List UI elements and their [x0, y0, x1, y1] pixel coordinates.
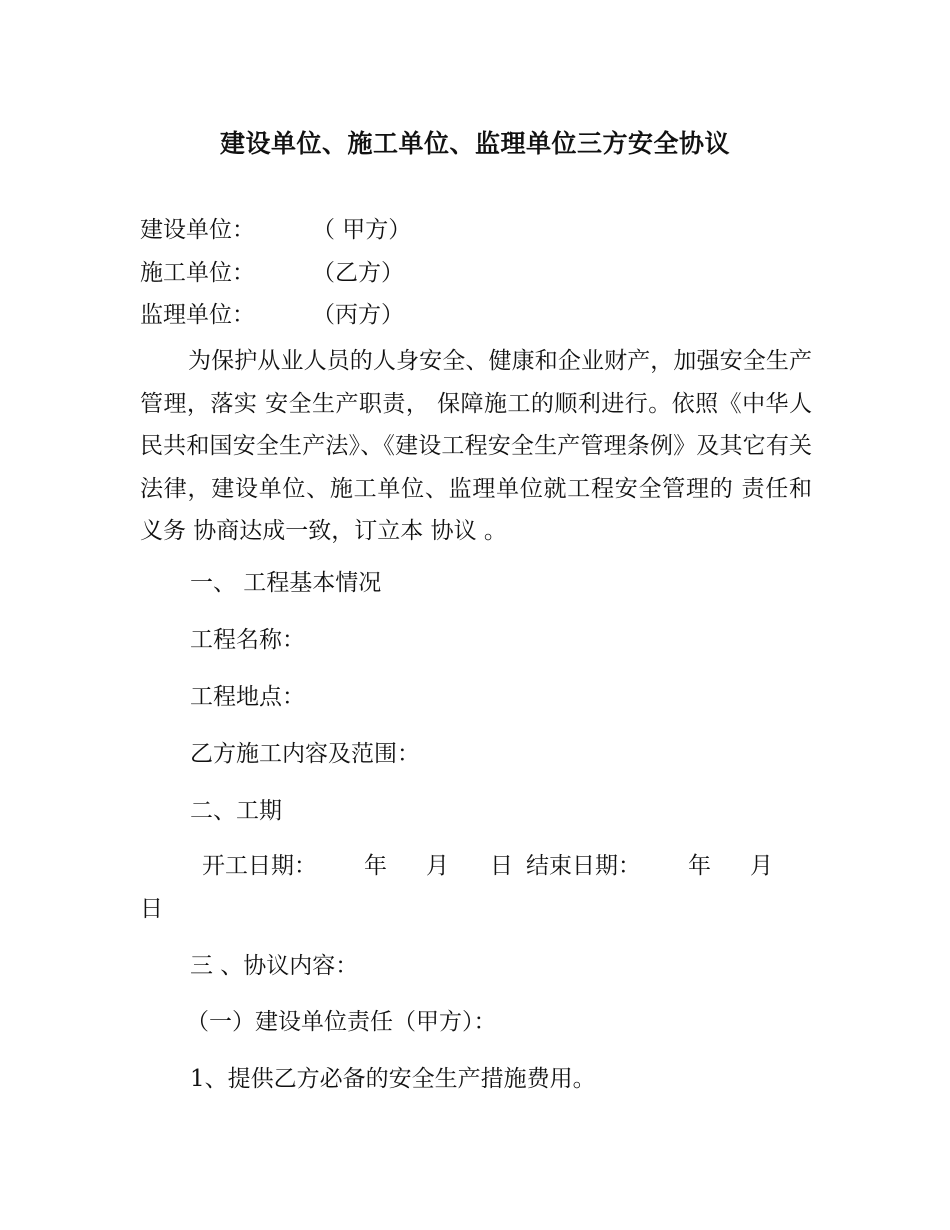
section3-item1: 1、提供乙方必备的安全生产措施费用。: [190, 1066, 596, 1092]
start-date-label: 开工日期：: [202, 853, 317, 879]
project-location-label: 工程地点：: [190, 684, 305, 710]
party-c-label: 监理单位：: [140, 302, 255, 328]
party-a-role: （ 甲方）: [312, 217, 412, 243]
party-b-role: （乙方）: [312, 260, 404, 286]
end-month: 月: [750, 853, 773, 879]
section3-sub1: （一）建设单位责任（甲方）：: [186, 1009, 497, 1035]
project-name-label: 工程名称：: [190, 627, 305, 653]
document-title: 建设单位、施工单位、监理单位三方安全协议: [219, 129, 730, 158]
party-b-label: 施工单位：: [140, 260, 255, 286]
section3-heading: 三 、协议内容：: [190, 953, 359, 979]
scope-label: 乙方施工内容及范围：: [190, 741, 420, 767]
section1-heading: 一、 工程基本情况: [190, 570, 382, 596]
end-year: 年: [688, 853, 711, 879]
section2-heading: 二、工期: [190, 798, 282, 824]
end-date-label: 结束日期：: [526, 853, 641, 879]
start-year: 年: [364, 853, 387, 879]
start-month: 月: [426, 853, 449, 879]
party-c-role: （丙方）: [312, 302, 404, 328]
intro-paragraph: 为保护从业人员的人身安全、健康和企业财产，加强安全生产管理，落实 安全生产职责， 保障施工的顺利进行。依照《中华人民共和国安全生产法》、《建设工程安全生产管理条例》及其它有关法律，建设单位、施工单位、监理单位就工程安全管理的 责任和义务 协商达成一致，订立本 协议 。: [140, 348, 812, 544]
end-day: 日: [140, 896, 163, 922]
party-a-label: 建设单位：: [140, 217, 255, 243]
start-day: 日: [490, 853, 513, 879]
